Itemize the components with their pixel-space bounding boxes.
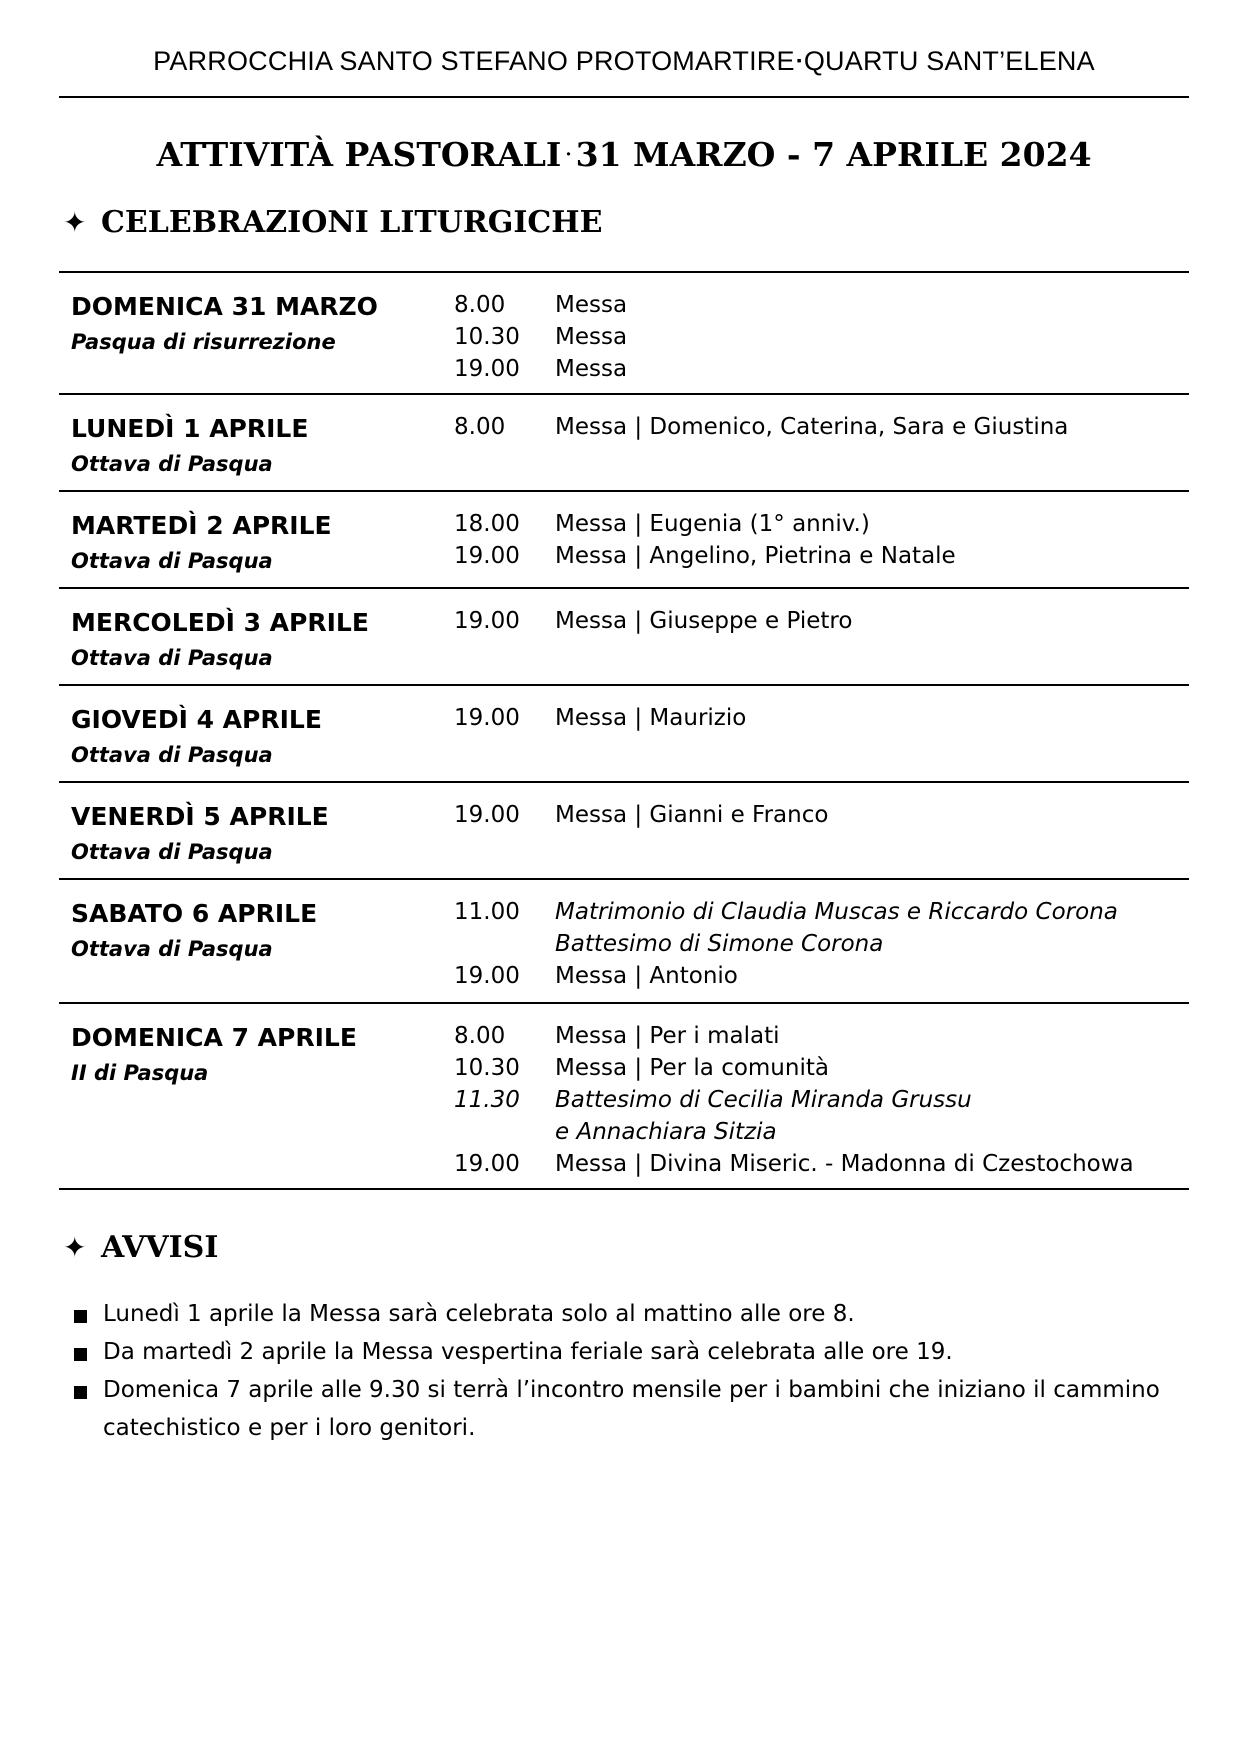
event-description: Messa | Per i malati [555, 1023, 780, 1049]
events-cell [454, 896, 1118, 992]
schedule-row [59, 878, 1189, 1002]
day-name: SABATO 6 APRILE [71, 899, 318, 928]
avvisi-heading-label: AVVISI [101, 1230, 219, 1265]
event-time [454, 928, 555, 960]
event-description: Messa | Eugenia (1° anniv.) [555, 511, 870, 537]
day-name: GIOVEDÌ 4 APRILE [71, 705, 322, 734]
celebrazioni-heading-label: CELEBRAZIONI LITURGICHE [101, 205, 603, 240]
event-time: 19.00 [454, 1151, 520, 1177]
square-bullet-icon [74, 1310, 87, 1323]
header-divider [59, 96, 1189, 98]
event-time: 10.30 [454, 324, 520, 350]
event-time: 8.00 [454, 292, 506, 318]
events-cell [454, 605, 852, 637]
title-period: 31 MARZO - 7 APRILE 2024 [575, 135, 1092, 174]
day-subtitle: Ottava di Pasqua [71, 743, 273, 767]
event-time: 11.00 [454, 899, 520, 925]
day-name: MERCOLEDÌ 3 APRILE [71, 608, 369, 637]
day-cell [71, 509, 451, 579]
schedule-row [59, 781, 1189, 878]
event-line [454, 1116, 1134, 1148]
event-description: Messa | Per la comunità [555, 1055, 829, 1081]
event-time: 18.00 [454, 511, 520, 537]
day-subtitle: II di Pasqua [71, 1061, 209, 1085]
day-subtitle: Ottava di Pasqua [71, 937, 273, 961]
event-time: 8.00 [454, 414, 506, 440]
event-line [454, 508, 956, 540]
schedule-table [59, 271, 1189, 1190]
schedule-row [59, 1002, 1189, 1190]
event-line [454, 1020, 1134, 1052]
avviso-item [63, 1295, 1189, 1333]
event-line [454, 928, 1118, 960]
event-line [454, 321, 627, 353]
event-description: Messa | Maurizio [555, 705, 747, 731]
event-description: Messa [555, 324, 628, 350]
day-cell [71, 1021, 451, 1091]
day-subtitle: Ottava di Pasqua [71, 452, 273, 476]
header-separator: ▪ [796, 52, 802, 68]
star-icon: ✦ [63, 1231, 87, 1264]
day-cell [71, 606, 451, 676]
event-line [454, 353, 627, 385]
day-cell [71, 897, 451, 967]
avvisi-heading [63, 1230, 218, 1265]
celebrazioni-heading [63, 205, 603, 240]
day-cell [71, 800, 451, 870]
day-name: MARTEDÌ 2 APRILE [71, 511, 332, 540]
event-line [454, 702, 746, 734]
avviso-text: Lunedì 1 aprile la Messa sarà celebrata solo al mattino alle ore 8. [103, 1301, 855, 1327]
events-cell [454, 411, 1068, 443]
event-description: Messa | Angelino, Pietrina e Natale [555, 543, 956, 569]
square-bullet-icon [74, 1386, 87, 1399]
avviso-text: Da martedì 2 aprile la Messa vespertina feriale sarà celebrata alle ore 19. [103, 1339, 953, 1365]
event-time: 11.30 [454, 1087, 520, 1113]
event-line [454, 289, 627, 321]
parish-city: QUARTU SANT’ELENA [803, 46, 1095, 76]
avvisi-list [63, 1295, 1189, 1447]
avviso-item [63, 1333, 1189, 1371]
title-label: ATTIVITÀ PASTORALI [156, 135, 562, 174]
event-line [454, 1084, 1134, 1116]
event-line [454, 605, 852, 637]
page-title [59, 135, 1189, 174]
schedule-row [59, 393, 1189, 490]
event-description: Battesimo di Simone Corona [555, 931, 884, 957]
event-time: 19.00 [454, 705, 520, 731]
event-time: 19.00 [454, 802, 520, 828]
event-time [454, 1116, 555, 1148]
event-line [454, 960, 1118, 992]
day-name: LUNEDÌ 1 APRILE [71, 414, 309, 443]
event-description: Messa [555, 292, 628, 318]
event-description: Messa | Domenico, Caterina, Sara e Giustina [555, 414, 1069, 440]
event-line [454, 1052, 1134, 1084]
schedule-row [59, 587, 1189, 684]
title-separator: · [565, 144, 572, 165]
event-description: Matrimonio di Claudia Muscas e Riccardo Corona [555, 899, 1118, 925]
event-time: 19.00 [454, 543, 520, 569]
schedule-row [59, 271, 1189, 393]
event-description: Battesimo di Cecilia Miranda Grussu [555, 1087, 972, 1113]
schedule-row [59, 684, 1189, 781]
day-name: DOMENICA 7 APRILE [71, 1023, 357, 1052]
event-time: 19.00 [454, 356, 520, 382]
day-cell [71, 290, 451, 360]
events-cell [454, 289, 627, 385]
event-description: Messa | Antonio [555, 963, 738, 989]
day-subtitle: Ottava di Pasqua [71, 840, 273, 864]
event-time: 19.00 [454, 963, 520, 989]
star-icon: ✦ [63, 206, 87, 239]
events-cell [454, 508, 956, 572]
event-description: Messa | Gianni e Franco [555, 802, 829, 828]
events-cell [454, 799, 828, 831]
event-time: 10.30 [454, 1055, 520, 1081]
event-time: 19.00 [454, 608, 520, 634]
event-description: Messa [555, 356, 628, 382]
event-time: 8.00 [454, 1023, 506, 1049]
day-cell [71, 412, 451, 482]
day-name: VENERDÌ 5 APRILE [71, 802, 329, 831]
day-subtitle: Ottava di Pasqua [71, 549, 273, 573]
event-line [454, 411, 1068, 443]
event-line [454, 896, 1118, 928]
event-line [454, 799, 828, 831]
avviso-item [63, 1371, 1189, 1447]
events-cell [454, 702, 746, 734]
parish-header [59, 46, 1189, 77]
schedule-row [59, 490, 1189, 587]
day-name: DOMENICA 31 MARZO [71, 292, 378, 321]
square-bullet-icon [74, 1348, 87, 1361]
event-description: e Annachiara Sitzia [555, 1119, 777, 1145]
parish-name: PARROCCHIA SANTO STEFANO PROTOMARTIRE [153, 46, 795, 76]
avviso-text: Domenica 7 aprile alle 9.30 si terrà l’incontro mensile per i bambini che iniziano il cammino catechistico e per i loro genitori. [103, 1377, 1160, 1441]
event-line [454, 1148, 1134, 1180]
event-description: Messa | Giuseppe e Pietro [555, 608, 853, 634]
events-cell [454, 1020, 1134, 1180]
event-line [454, 540, 956, 572]
day-subtitle: Pasqua di risurrezione [71, 330, 336, 354]
day-cell [71, 703, 451, 773]
day-subtitle: Ottava di Pasqua [71, 646, 273, 670]
event-description: Messa | Divina Miseric. - Madonna di Czestochowa [555, 1151, 1134, 1177]
